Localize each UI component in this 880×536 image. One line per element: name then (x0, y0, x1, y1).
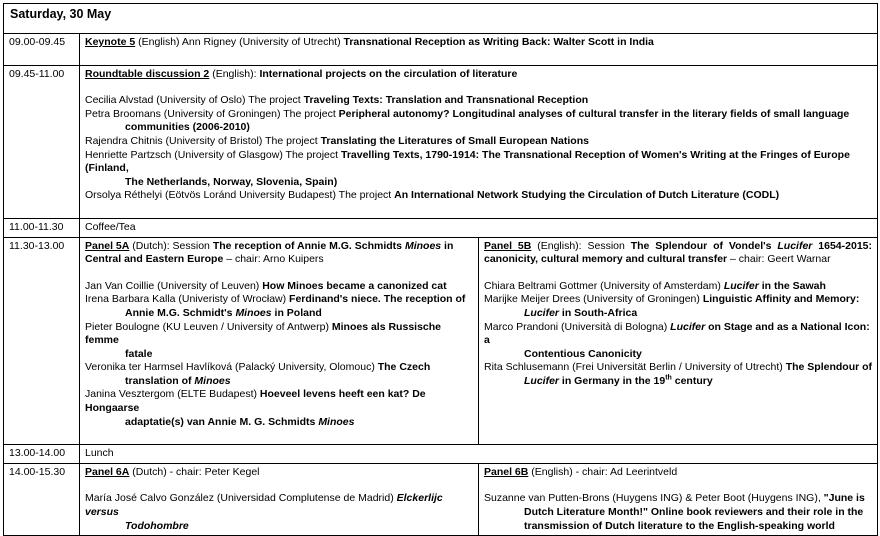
list-item: Marco Prandoni (Università di Bologna) Lucifer on Stage and as a National Icon: a Contentious Canonicity (484, 320, 870, 360)
day-header-row (4, 4, 878, 34)
panel5-row (4, 237, 878, 445)
time-cell: 11.00-11.30 (4, 218, 80, 237)
list-item: Petra Broomans (University of Groningen) The project Peripheral autonomy? Longitudinal analyses of cultural transfer in the literary fields of small language communities (2006-2010) (85, 107, 850, 134)
keynote-lang: (English) (135, 36, 182, 48)
list-item: Cecilia Alvstad (University of Oslo) The project Traveling Texts: Translation and Transnational Reception (85, 94, 589, 107)
list-item: Veronika ter Harmsel Havlíková (Palacký University, Olomouc) The Czech translation of Minoes (85, 361, 431, 387)
coffee-label: Coffee/Tea (80, 218, 878, 237)
list-item: Rita Schlusemann (Frei Universität Berlin / University of Utrecht) The Splendour of Lucifer in Germany in the 19th century (484, 361, 873, 387)
lunch-row (4, 445, 878, 464)
keynote-cell (80, 34, 878, 66)
list-item: Orsolya Réthelyi (Eötvös Loránd University Budapest) The project An International Network Studying the Circulation of Dutch Literature (CODL) (85, 189, 780, 202)
time-cell: 09.00-09.45 (4, 34, 80, 66)
list-item: Pieter Boulogne (KU Leuven / University of Antwerp) Minoes als Russische femme fatale (85, 320, 442, 360)
list-item: Rajendra Chitnis (University of Bristol) The project Translating the Literatures of Small European Nations (85, 134, 589, 147)
list-item: Suzanne van Putten-Brons (Huygens ING) & Peter Boot (Huygens ING), "June is Dutch Literature Month!" Online book reviewers and their role in the transmission of Dutch literature to the English-speaking world (484, 492, 865, 532)
list-item: Marijke Meijer Drees (University of Groningen) Linguistic Affinity and Memory: Lucifer in South-Africa (484, 293, 860, 319)
roundtable-lang: (English): (209, 67, 260, 80)
programme-table (3, 3, 878, 536)
keynote-speaker: Ann Rigney (University of Utrecht) (181, 36, 344, 48)
panel-6b-cell: Panel 6B (English) - chair: Ad Leerintveld Suzanne van Putten-Brons (Huygens ING) & Peter Boot (Huygens ING), "June is Dutch Literature Month!" Online book reviewers and their role in the transmission of Dutch literature to the English-speaking world (479, 463, 878, 535)
time-cell: 14.00-15.30 (4, 463, 80, 535)
keynote-row (4, 34, 878, 66)
roundtable-cell (80, 65, 878, 218)
panel6-row (4, 463, 878, 535)
coffee-row (4, 218, 878, 237)
lunch-label: Lunch (80, 445, 878, 464)
list-item: Chiara Beltrami Gottmer (University of Amsterdam) Lucifer in the Sawah (484, 279, 826, 292)
panel-5a-label: Panel 5A (85, 239, 130, 252)
list-item: Jan Van Coillie (University of Leuven) How Minoes became a canonized cat (85, 279, 447, 292)
panel-5a-cell: Panel 5A (Dutch): Session The reception of Annie M.G. Schmidts Minoes in Central and Eastern Europe – chair: Arno Kuipers Jan Van Coillie (University of Leuven) How Minoes became a canonized cat Irena Barbara Kalla (Univeristy of Wrocław) Ferdinand's niece. The reception of Annie M.G. Schmidt's Minoes in Poland Pieter Boulogne (KU Leuven / University of Antwerp) Minoes als Russische femme fatale Veronika ter Harmsel Havlíková (Palacký University, Olomouc) The Czech translation of Minoes Janina Vesztergom (ELTE Budapest) Hoeveel levens heeft een kat? De Hongaarse adaptatie(s) van Annie M. G. Schmidts Minoes (80, 237, 479, 445)
panel-6a-label: Panel 6A (85, 465, 130, 478)
roundtable-label: Roundtable discussion 2 (85, 67, 210, 80)
keynote-title: Transnational Reception as Writing Back: Walter Scott in India (343, 36, 654, 48)
roundtable-title: International projects on the circulation of literature (259, 67, 518, 80)
panel-5b-cell: Panel 5B (English): Session The Splendour of Vondel's Lucifer 1654-2015: canonicity, cultural memory and cultural transfer – chair: Geert Warnar Chiara Beltrami Gottmer (University of Amsterdam) Lucifer in the Sawah Marijke Meijer Drees (University of Groningen) Linguistic Affinity and Memory: Lucifer in South-Africa Marco Prandoni (Università di Bologna) Lucifer on Stage and as a National Icon: a Contentious Canonicity Rita Schlusemann (Frei Universität Berlin / University of Utrecht) The Splendour of Lucifer in Germany in the 19th century (479, 237, 878, 445)
panel-6b-label: Panel 6B (484, 465, 529, 478)
list-item: Irena Barbara Kalla (Univeristy of Wrocław) Ferdinand's niece. The reception of Annie M.G. Schmidt's Minoes in Poland (85, 293, 466, 319)
time-cell: 13.00-14.00 (4, 445, 80, 464)
time-cell: 09.45-11.00 (4, 65, 80, 218)
day-title: Saturday, 30 May (4, 4, 878, 34)
roundtable-row (4, 65, 878, 218)
list-item: Janina Vesztergom (ELTE Budapest) Hoeveel levens heeft een kat? De Hongaarse adaptatie(s) van Annie M. G. Schmidts Minoes (85, 388, 426, 428)
time-cell: 11.30-13.00 (4, 237, 80, 445)
keynote-label: Keynote 5 (85, 36, 136, 48)
list-item: María José Calvo González (Universidad Complutense de Madrid) Elckerlijc versus Todohombre (85, 492, 443, 532)
list-item: Henriette Partzsch (University of Glasgow) The project Travelling Texts, 1790-1914: The Transnational Reception of Women's Writing at the Fringes of Europe (Finland, The Netherlands, Norway, Slovenia, Spain) (85, 148, 850, 188)
panel-6a-cell: Panel 6A (Dutch) - chair: Peter Kegel María José Calvo González (Universidad Complutense de Madrid) Elckerlijc versus Todohombre (80, 463, 479, 535)
panel-5b-label: Panel 5B (484, 239, 532, 252)
